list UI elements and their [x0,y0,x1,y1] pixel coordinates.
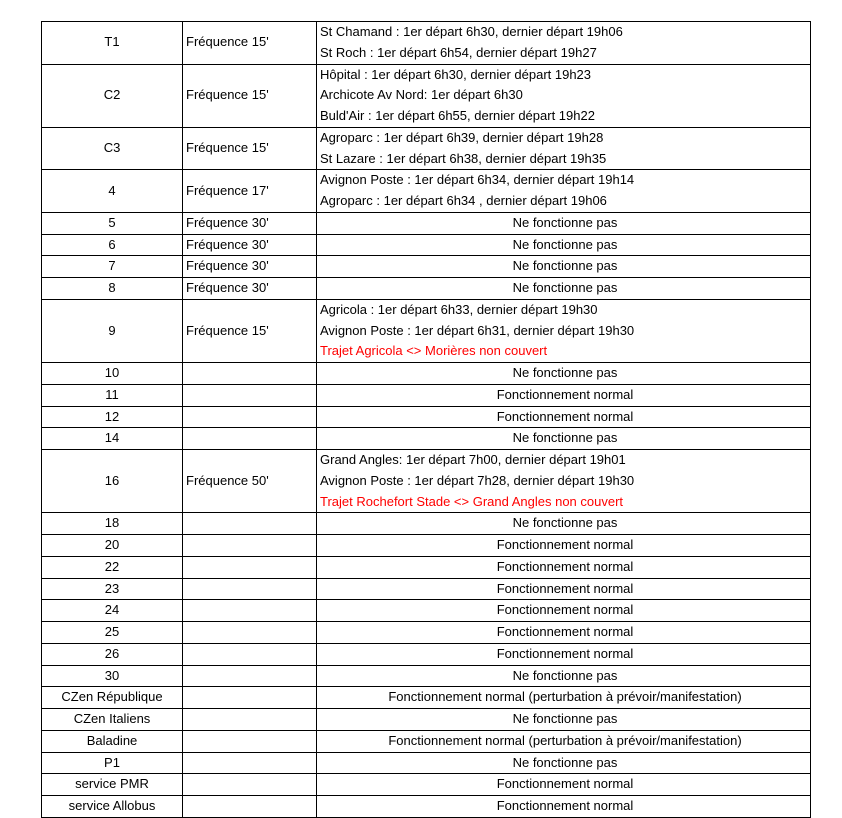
frequency-cell [183,600,317,622]
table-row [42,278,811,300]
departure-details-cell [317,299,811,362]
table-row [42,22,811,65]
status-cell: Ne fonctionne pas [317,752,811,774]
table-row [42,299,811,362]
status-cell: Fonctionnement normal [317,622,811,644]
line-cell: 6 [42,234,183,256]
frequency-cell: Fréquence 30' [183,212,317,234]
frequency-cell: Fréquence 17' [183,170,317,213]
line-cell: C2 [42,64,183,127]
schedule-table [41,21,811,818]
line-cell: 10 [42,363,183,385]
table-row [42,234,811,256]
table-row [42,428,811,450]
frequency-cell [183,730,317,752]
status-cell: Ne fonctionne pas [317,709,811,731]
frequency-cell [183,406,317,428]
line-cell: 25 [42,622,183,644]
status-cell: Fonctionnement normal [317,406,811,428]
table-row [42,730,811,752]
table-row [42,774,811,796]
status-cell: Ne fonctionne pas [317,278,811,300]
line-cell: 11 [42,384,183,406]
table-row [42,256,811,278]
departure-line: St Chamand : 1er départ 6h30, dernier départ 19h06 [320,24,623,39]
status-cell: Ne fonctionne pas [317,513,811,535]
line-cell: CZen République [42,687,183,709]
status-cell: Fonctionnement normal [317,600,811,622]
departure-line: Buld'Air : 1er départ 6h55, dernier départ 19h22 [320,108,595,123]
line-cell: Baladine [42,730,183,752]
frequency-cell [183,556,317,578]
table-row [42,687,811,709]
status-cell: Fonctionnement normal [317,556,811,578]
table-row [42,578,811,600]
frequency-cell: Fréquence 15' [183,64,317,127]
line-cell: service Allobus [42,796,183,818]
status-cell: Ne fonctionne pas [317,234,811,256]
line-cell: 14 [42,428,183,450]
table-row [42,665,811,687]
table-row [42,535,811,557]
frequency-cell [183,578,317,600]
table-row [42,556,811,578]
table-row [42,752,811,774]
line-cell: 4 [42,170,183,213]
table-row [42,170,811,213]
line-cell: P1 [42,752,183,774]
departure-details-cell [317,127,811,170]
frequency-cell: Fréquence 15' [183,299,317,362]
departure-line: Avignon Poste : 1er départ 6h34, dernier départ 19h14 [320,172,635,188]
table-row [42,450,811,513]
line-cell: 23 [42,578,183,600]
table-row [42,406,811,428]
frequency-cell [183,384,317,406]
frequency-cell: Fréquence 30' [183,278,317,300]
status-cell: Ne fonctionne pas [317,428,811,450]
departure-line: Avignon Poste : 1er départ 6h31, dernier départ 19h30 [320,322,635,338]
status-cell: Ne fonctionne pas [317,665,811,687]
frequency-cell: Fréquence 50' [183,450,317,513]
line-cell: 30 [42,665,183,687]
line-cell: service PMR [42,774,183,796]
frequency-cell [183,665,317,687]
table-row [42,513,811,535]
table-row [42,622,811,644]
line-cell: 12 [42,406,183,428]
departure-line: Grand Angles: 1er départ 7h00, dernier départ 19h01 [320,452,626,467]
line-cell: T1 [42,22,183,65]
departure-line: St Roch : 1er départ 6h54, dernier départ 19h27 [320,44,597,60]
coverage-alert-text: Trajet Rochefort Stade <> Grand Angles non couvert [320,493,624,509]
departure-line: Avignon Poste : 1er départ 7h28, dernier départ 19h30 [320,472,635,488]
departure-line: St Lazare : 1er départ 6h38, dernier départ 19h35 [320,150,607,166]
status-cell: Fonctionnement normal [317,384,811,406]
line-cell: 22 [42,556,183,578]
line-cell: 18 [42,513,183,535]
line-cell: 20 [42,535,183,557]
table-row [42,127,811,170]
status-cell: Ne fonctionne pas [317,212,811,234]
frequency-cell [183,363,317,385]
departure-details-cell [317,170,811,213]
departure-line: Agricola : 1er départ 6h33, dernier départ 19h30 [320,301,598,317]
departure-details-cell [317,64,811,127]
line-cell: 24 [42,600,183,622]
table-row [42,643,811,665]
frequency-cell [183,643,317,665]
table-row [42,600,811,622]
status-cell: Fonctionnement normal [317,774,811,796]
frequency-cell: Fréquence 30' [183,234,317,256]
line-cell: 9 [42,299,183,362]
schedule-rows [42,22,811,818]
frequency-cell [183,428,317,450]
status-cell: Fonctionnement normal [317,578,811,600]
departure-line: Hôpital : 1er départ 6h30, dernier départ 19h23 [320,66,592,82]
line-cell: 16 [42,450,183,513]
line-cell: 7 [42,256,183,278]
table-row [42,64,811,127]
frequency-cell [183,774,317,796]
frequency-cell [183,709,317,731]
status-cell: Fonctionnement normal [317,796,811,818]
departure-line: Agroparc : 1er départ 6h34 , dernier départ 19h06 [320,193,607,208]
status-cell: Ne fonctionne pas [317,363,811,385]
line-cell: 8 [42,278,183,300]
departure-details-cell [317,450,811,513]
frequency-cell: Fréquence 15' [183,127,317,170]
line-cell: CZen Italiens [42,709,183,731]
table-row [42,709,811,731]
frequency-cell: Fréquence 15' [183,22,317,65]
status-cell: Fonctionnement normal (perturbation à prévoir/manifestation) [317,687,811,709]
status-cell: Fonctionnement normal [317,643,811,665]
table-row [42,363,811,385]
line-cell: 5 [42,212,183,234]
frequency-cell [183,513,317,535]
frequency-cell [183,752,317,774]
frequency-cell [183,687,317,709]
coverage-alert-text: Trajet Agricola <> Morières non couvert [320,343,548,359]
departure-line: Archicote Av Nord: 1er départ 6h30 [320,87,523,103]
status-cell: Fonctionnement normal (perturbation à prévoir/manifestation) [317,730,811,752]
table-row [42,212,811,234]
frequency-cell [183,622,317,644]
frequency-cell [183,535,317,557]
departure-line: Agroparc : 1er départ 6h39, dernier départ 19h28 [320,129,604,145]
line-cell: C3 [42,127,183,170]
status-cell: Ne fonctionne pas [317,256,811,278]
table-row [42,384,811,406]
status-cell: Fonctionnement normal [317,535,811,557]
departure-details-cell [317,22,811,65]
frequency-cell: Fréquence 30' [183,256,317,278]
line-cell: 26 [42,643,183,665]
